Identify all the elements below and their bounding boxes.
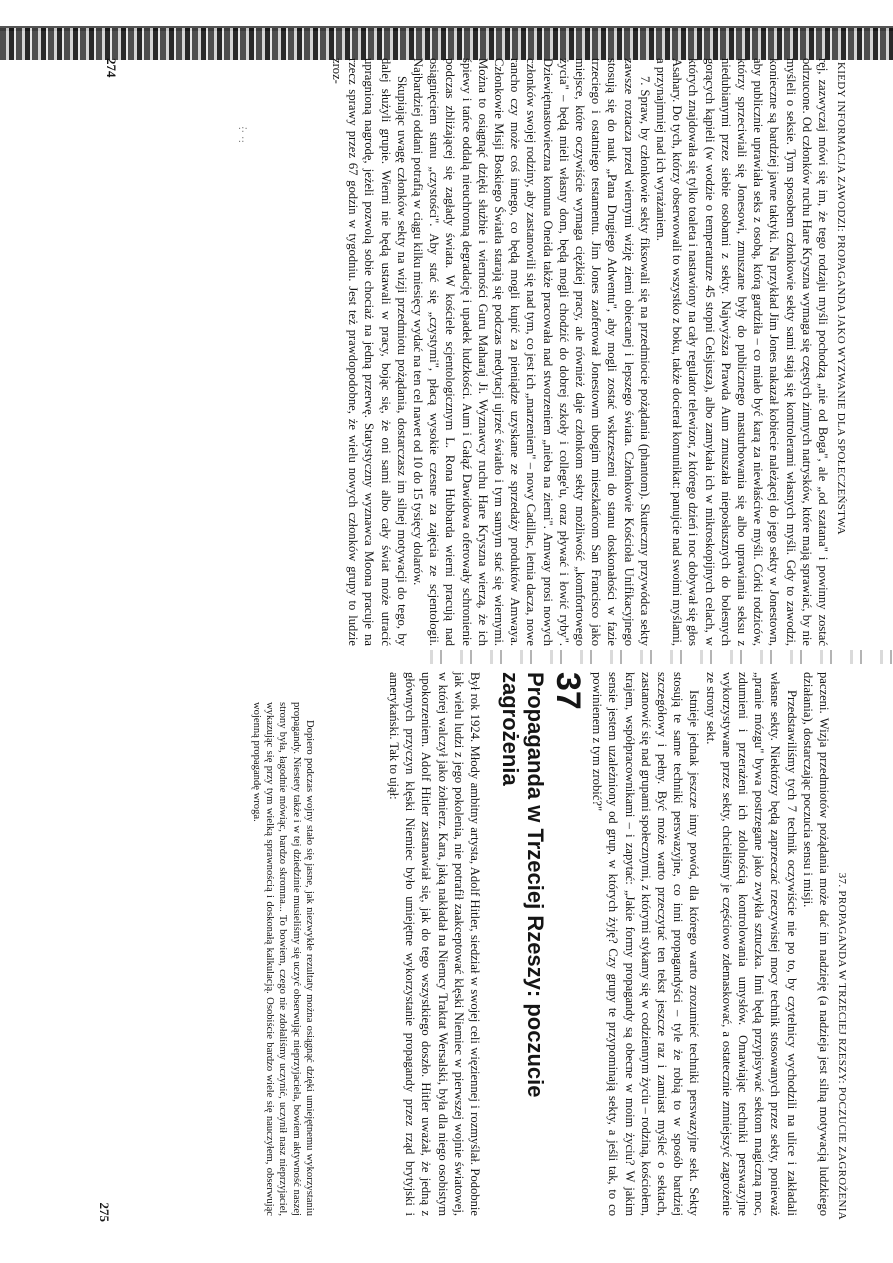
scan-smudge: ·:· .:: [238, 124, 248, 145]
quote-paragraph: Dopiero podczas wojny stało się jasne, jak niezwykłe rezultaty można osiągnąć dzięki umiejętnemu wykorzystaniu propagandy. Niestety także i w tej dziedzinie musieliśmy się uczyć obserwując nieprzyjaciela, bowiem aktywność naszej strony była, łagodnie mówiąc, bardzo skromna... To bowiem, czego nie zdołaliśmy uczynić, uczynił nasz nieprzyjaciel, wykazując się przy tym wielką sprawnością i doskonałą kalkulacją. Osobiście bardzo wiele się nauczyłem, obserwując wojenną propagandę wroga.: [250, 702, 315, 1216]
block-quote: [236, 702, 316, 1216]
paragraph: paczeni. Wizja przedmiotów pożądania może dać im nadzieję (a nadzieja jest silną motywacją ludzkiego działania), dostarczając poczucia sensu i misji.: [800, 672, 831, 1216]
paragraph: ręj, zazwyczaj mówi się im, że tego rodzaju myśli pochodzą „nie od Boga", ale „od szatana" i powinny zostać odrzucone. Od członków ruchu Hare Kryszna wymaga się częstych zimnych natrysków, które mają sprawiać, by nie myśleli o seksie. Tym sposobem członkowie sekty sami stają się kontrolerami własnych myśli. Gdy to zawodzi, konieczne są bardziej jawne taktyki. Na przykład Jim Jones nakazał kobiecie należącej do jego sekty w Jonestown, aby publicznie uprawiała seks z osobą, którą gardziła – co miało być karą za niewłaściwe myśli. Córki rodziców, którzy sprzeciwiali się Jonesowi, zmuszane były do publicznego masturbowania się albo uprawiania seksu z niedubianymi przez siebie osobami z sekty. Najwyższa Prawda Aum zmuszała nieposłusznych do bolesnych gorących kąpieli (w wodzie o temperaturze 45 stopni Celsjusza), albo zamykała ich w mikroskopijnych celach, w których znajdowała się tylko toaleta i nastawiony na cały regulator telewizor, z którego dzień i noc dobywał się głos Asahary. Do tych, którzy obserwowali to wszystko z boku, także docierał komunikat: panujcie nad swoimi myślami, a przynajmniej nad ich wyrażaniem.: [653, 58, 830, 646]
paragraph: Przedstawiliśmy tych 7 technik oczywiście nie po to, by czytelnicy wychodzili na ulice i zakładali własne sekty. Niektórzy będą zaprzeczać rzeczywistej mocy technik stosowanych przez sekty, ponieważ „pranie mózgu" bywa postrzegane jako zwykła sztuczka. Inni będą przypisywać sektom magiczną moc, zdumieni i przerażeni ich zdolnością kontrolowania umysłów. Omawiając techniki perswazyjne wykorzystywane przez sekty, chcieliśmy je częściowo zdemaskować, a ostatecznie zmniejszyć zagrożenie ze strony sekt.: [703, 672, 799, 1216]
page-number-left: 274: [104, 58, 119, 78]
paragraph: Istnieje jednak jeszcze inny powód, dla którego warto zrozumieć techniki perswazyjne sekt. Sekty stosują te same techniki perswazyjne, co inni propagandyści – tyle że robią to w sposób bardziej szczegółowy i pełny. Być może warto przeczytać ten tekst jeszcze raz i zamiast myśleć o sektach, zastanowić się nad grupami społecznymi, z którymi stykamy się w codziennym życiu – rodziną, kościołem, krajem, współpracownikami – i zapytać: „Jakie formy propagandy są obecne w moim życiu? W jakim sensie jestem uzależniony od grup, w których żyję? Czy grupy te przypominają sekty, a jeśli tak, to co powinienem z tym zrobić?": [590, 672, 702, 1216]
chapter-opening-body: [321, 672, 483, 1216]
running-head-right: 37. PROPAGANDA W TRZECIEJ RZESZY: POCZUCIE ZAGROŻENIA: [836, 872, 848, 1220]
chapter-number: 37: [549, 672, 587, 710]
left-page: [59, 58, 847, 651]
scan-artifact-middle: [430, 650, 893, 664]
paragraph: Był rok 1924. Młody ambitny artysta, Adolf Hitler, siedział w swojej celi więziennej i rozmyślał. Podobnie jak wielu ludzi z jego pokolenia, nie potrafił zaakceptować klęski Niemiec w pierwszej wojnie światowej, w której walczył jako żołnierz. Kara, jaką nakładał na Niemcy Traktat Wersalski, była dla niego osobistym upokorzeniem. Adolf Hitler zastanawiał się, jak do tego wszystkiego doszło. Hitler uważał, że jedną z głównych przyczyn klęski Niemiec było umiejętne wykorzystanie propagandy przez rząd brytyjski i amerykański. Tak to ujął:: [386, 672, 482, 1216]
page-number-right: 275: [97, 1202, 112, 1222]
chapter-title: Propaganda w Trzeciej Rzeszy: poczucie zagrożenia: [498, 672, 548, 1098]
left-page-body: [139, 58, 831, 646]
paragraph: Skupiając uwagę członków sekty na wizji przedmiotu pożądania, dostarczasz im silnej motywacji do tego, by dalej służyli grupie. Wierni nie będą ustawali w pracy, bojąc się, że oni sami albo cały świat może utracić upragnioną nagrodę, jeżeli pozwolą sobie chociaż na jedną przerwę. Statystyczny wyznawca Moona pracuje na rzecz sprawy przez 67 godzin w tygodniu. Jest też prawdopodobne, że wielu nowych członków grupy to ludzie zroz-: [329, 58, 409, 646]
running-head-left: KIEDY INFORMACJA ZAWODZI: PROPAGANDA JAKO WYZWANIE DLA SPOŁECZEŃSTWA: [835, 62, 847, 535]
right-page-body-top: [590, 672, 832, 1216]
scan-artifact-top: [0, 28, 893, 60]
right-page: [68, 672, 848, 1222]
paragraph: 7. Spraw, by członkowie sekty fiksowali się na przedmiocie pożądania (phantom). Skuteczny przywódca sekty zawsze roztacza przed wiernymi wizję ziemi obiecanej i lepszego świata. Członkowie Kościoła Unifikacyjnego stosują się do nauk „Pana Drugiego Adwentu", aby mogli zostać wskrzeszeni do stanu doskonałości w fazie trzeciego i ostatniego testamentu. Jim Jones zaoferował Jonestowm ubogim mieszkańcom San Francisco jako miejsce, które oczywiście wymaga ciężkiej pracy, ale również daje członkom sekty możliwość „komfortowego życia" – będą mieli własny dom, będą mogli chodzić do dobrej szkoły i college'u, oraz pływać i łowić ryby". Dziewiętnastowieczna komuna Oneida także pracowała nad stworzeniem „nieba na ziemi". Amway prosi nowych członków swojej rodziny, aby zastanowili się nad tym, co jest ich „marzeniem" – nowy Cadillac, letnia dacza, nowe rancho czy może coś innego, co będą mogli kupić za pieniądze uzyskane ze sprzedaży produktów Amwaya. Członkowie Misji Boskiego Światła starają się podczas medytacji ujrzeć światło i tym samym stać się wiernymi. Można to osiągnąć dzięki służbie i wierności Guru Maharaj Ji. Wyznawcy ruchu Hare Kryszna wierzą, że ich śpiewy i tańce oddalą nieuchronną degradację i upadek ludzkości. Aum i Gałąź Dawidowa oferowały schronienie podczas zbliżającej się zagłady świata. W kościele scjentologicznym L. Rona Hubbarda wierni pracują nad osiągnięciem stanu „czystości". Aby stać się „czystymi", płacą wysokie czesne za zajęcia ze scjentologii. Najbardziej oddani potrafią w ciągu kilku miesięcy wydać na ten cel nawet od 10 do 15 tysięcy dolarów.: [410, 58, 652, 646]
